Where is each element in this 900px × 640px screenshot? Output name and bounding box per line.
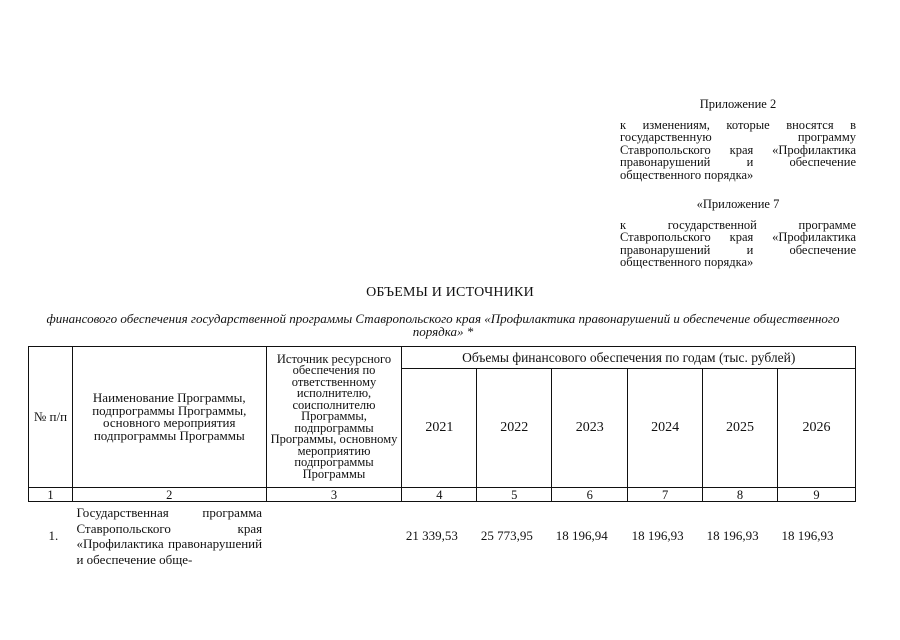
row-value: 25 773,95 (480, 528, 533, 543)
column-number: 7 (628, 488, 703, 502)
header-years-title: Объемы финансового обеспечения по годам (тыс. рублей) (402, 347, 856, 369)
column-number: 3 (266, 488, 402, 502)
column-number: 1 (29, 488, 73, 502)
year-header: 2021 (402, 369, 477, 488)
column-number: 4 (402, 488, 477, 502)
year-header: 2023 (552, 369, 628, 488)
year-header: 2026 (778, 369, 856, 488)
column-number: 6 (552, 488, 628, 502)
year-header: 2024 (628, 369, 703, 488)
row-source (266, 502, 402, 568)
row-value: 18 196,94 (555, 528, 608, 543)
table-header-row (29, 347, 856, 369)
column-number: 8 (703, 488, 778, 502)
header-name: Наименование Программы, подпрограммы Программы, основного мероприятия подпрограммы Программы (72, 347, 266, 488)
appendix-2-block (620, 98, 856, 181)
appendix-text: к изменениям, которые вносятся в государственную программу Ставропольского края «Профилактика правонарушений и обеспечение общественного порядка» (620, 117, 856, 182)
column-number-row (29, 488, 856, 502)
appendix-title: Приложение 2 (699, 97, 777, 111)
document-subtitle: финансового обеспечения государственной программы Ставропольского края «Профилактика правонарушений и обеспечение общественного порядка» * (46, 311, 840, 339)
row-value: 18 196,93 (706, 528, 759, 543)
header-num: № п/п (29, 347, 73, 488)
appendix-title: «Приложение 7 (696, 197, 780, 211)
appendix-7-block (620, 198, 856, 269)
column-number: 2 (72, 488, 266, 502)
row-name: Государственная программа Ставропольского края «Профилактика правонарушений и обеспечение обще- (76, 505, 263, 567)
appendix-text: к государственной программе Ставропольского края «Профилактика правонарушений и обеспечение общественного порядка» (620, 217, 856, 269)
financing-table (28, 346, 856, 567)
row-number: 1. (48, 528, 59, 543)
year-header: 2025 (703, 369, 778, 488)
column-number: 9 (778, 488, 856, 502)
table-row (29, 502, 856, 568)
row-value: 18 196,93 (631, 528, 684, 543)
year-header: 2022 (477, 369, 552, 488)
column-number: 5 (477, 488, 552, 502)
document-title: ОБЪЕМЫ И ИСТОЧНИКИ (366, 285, 534, 300)
header-source: Источник ресурсного обеспечения по ответственному исполнителю, соисполнителю Программы, подпрограммы Программы, основному мероприятию подпрограммы Программы (266, 347, 402, 488)
row-value: 18 196,93 (781, 528, 834, 543)
row-value: 21 339,53 (405, 528, 458, 543)
